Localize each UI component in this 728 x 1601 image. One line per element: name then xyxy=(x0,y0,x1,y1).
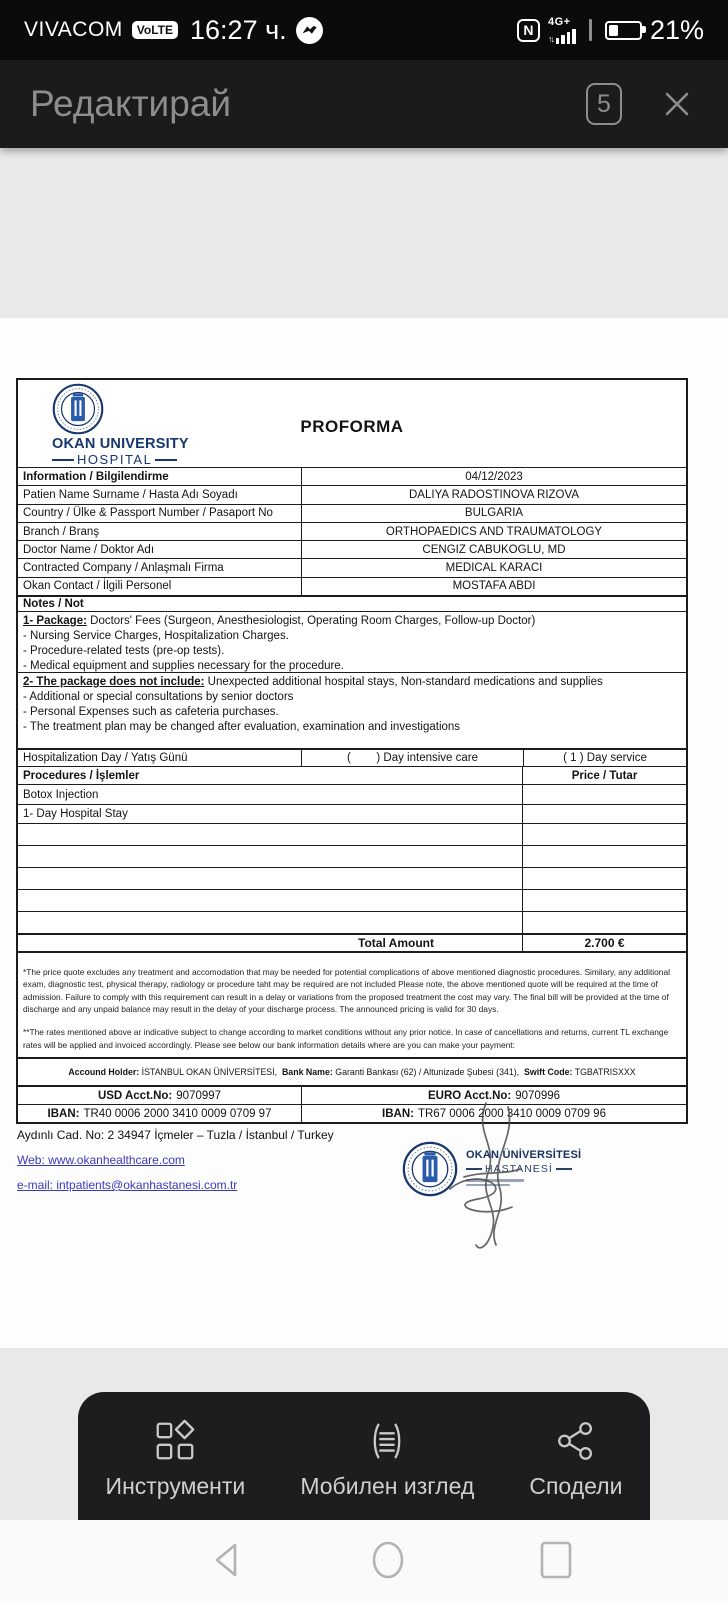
volte-badge: VoLTE xyxy=(132,21,178,39)
nav-home-icon[interactable] xyxy=(370,1538,406,1587)
procedure-name: 1- Day Hospital Stay xyxy=(23,808,128,821)
nfc-icon: N xyxy=(517,19,540,42)
procedure-row xyxy=(18,889,686,911)
fine-print-paragraph: *The price quote excludes any treatment and accomodation that may be needed for potential complications of above mentioned diagnostic procedures. Similary, any additional exam, diagnostic test, physical therapy, radiology or procedure taht may be required are not included Please note, the above mentioned quote will be required at the time of admission. Failure to comply with this requirement can result in a delay or variations from the proposed treatment the cost may vary. The final bill will be provided at the time of discharge and any unpaid balance may result in the delay of your discharge process. The announced pricing is valid for 30 days. xyxy=(23,967,670,1014)
status-time: 16:27 ч. xyxy=(190,14,287,45)
info-label: Patien Name Surname / Hasta Adı Soyadı xyxy=(23,488,238,501)
info-value: ORTHOPAEDICS AND TRAUMATOLOGY xyxy=(301,523,686,540)
bottom-toolbar xyxy=(78,1392,650,1520)
procedure-row xyxy=(18,804,686,823)
account-holder-value: İSTANBUL OKAN ÜNİVERSİTESİ, xyxy=(139,1067,282,1078)
iban-usd-label: IBAN: xyxy=(47,1107,80,1120)
total-label: Total Amount xyxy=(358,936,434,951)
battery-percent: 21% xyxy=(649,14,704,45)
info-value: BULGARIA xyxy=(301,505,686,522)
stamp-line1: OKAN ÜNİVERSİTESİ xyxy=(466,1149,582,1161)
mobile-view-icon xyxy=(364,1418,410,1464)
intensive-care-value: ( ) Day intensive care xyxy=(301,750,523,766)
excludes-lead: 2- The package does not include: xyxy=(23,676,205,689)
iban-usd-value: TR40 0006 2000 3410 0009 0709 97 xyxy=(83,1107,272,1120)
info-value: 04/12/2023 xyxy=(301,468,686,485)
stamp-line2: HASTANESİ xyxy=(466,1163,581,1175)
info-value: CENGIZ CABUKOGLU, MD xyxy=(301,541,686,558)
hospitalization-row xyxy=(18,748,686,766)
procedure-price xyxy=(522,824,686,845)
info-label: Branch / Branş xyxy=(23,525,100,538)
swift-code-value: TGBATRISXXX xyxy=(572,1067,636,1078)
iban-euro-label: IBAN: xyxy=(382,1107,414,1120)
euro-account-value: 9070996 xyxy=(515,1089,561,1102)
tools-label: Инструменти xyxy=(105,1473,246,1499)
fine-print xyxy=(18,951,686,1057)
table-row xyxy=(18,504,686,522)
total-row xyxy=(18,933,686,951)
excludes-lead-rest: Unexpected additional hospital stays, Non-standard medications and supplies xyxy=(204,676,603,689)
iban-row xyxy=(18,1104,686,1122)
day-service-value: ( 1 ) Day service xyxy=(523,750,686,766)
procedure-row xyxy=(18,867,686,889)
brand-name: OKAN UNIVERSITY xyxy=(52,436,189,452)
brand-sub: HOSPITAL xyxy=(52,452,177,467)
network-type-label: 4G+ xyxy=(547,15,571,28)
nav-recents-icon[interactable] xyxy=(538,1538,574,1587)
package-line: - Nursing Service Charges, Hospitalization Charges. xyxy=(23,630,289,643)
messenger-notification-icon xyxy=(296,17,323,44)
document-page xyxy=(0,318,728,1348)
procedure-row xyxy=(18,823,686,845)
web-link[interactable]: Web: www.okanhealthcare.com xyxy=(17,1153,185,1167)
package-lead-rest: Doctors' Fees (Surgeon, Anesthesiologist, Operating Room Charges, Follow-up Doctor) xyxy=(86,615,536,628)
excludes-line: - Personal Expenses such as cafeteria purchases. xyxy=(23,706,279,719)
mobile-view-button[interactable] xyxy=(300,1418,474,1500)
share-label: Сподели xyxy=(529,1473,623,1499)
page-count-button[interactable]: 5 xyxy=(586,83,622,125)
hospitalization-label: Hospitalization Day / Yatış Günü xyxy=(23,752,188,765)
tools-button[interactable] xyxy=(106,1418,246,1500)
package-lead: 1- Package: xyxy=(23,615,87,628)
excludes-line: - Additional or special consultations by senior doctors xyxy=(23,691,294,704)
package-excludes-notes xyxy=(18,672,686,748)
procedure-row xyxy=(18,911,686,933)
page-title: Редактирай xyxy=(30,83,232,124)
nav-back-icon[interactable] xyxy=(206,1538,246,1587)
table-row xyxy=(18,485,686,503)
info-label: Information / Bilgilendirme xyxy=(23,470,169,483)
info-label: Country / Ülke & Passport Number / Pasaport No xyxy=(23,507,273,520)
package-line: - Procedure-related tests (pre-op tests). xyxy=(23,645,225,658)
account-number-row xyxy=(18,1085,686,1104)
procedure-row xyxy=(18,784,686,804)
swift-code-label: Swift Code: xyxy=(524,1067,573,1078)
total-value: 2.700 € xyxy=(522,935,686,951)
procedure-price xyxy=(522,868,686,889)
package-notes xyxy=(18,611,686,672)
battery-icon xyxy=(605,21,642,40)
status-divider xyxy=(589,19,592,41)
mobile-view-label: Мобилен изглед xyxy=(300,1473,475,1499)
share-button[interactable] xyxy=(529,1418,622,1500)
notes-header: Notes / Not xyxy=(18,595,686,611)
info-label: Okan Contact / İlgili Personel xyxy=(23,580,172,593)
proforma-document xyxy=(16,378,688,1124)
android-nav-bar xyxy=(0,1520,728,1601)
usd-account-label: USD Acct.No: xyxy=(97,1089,173,1102)
fine-print-paragraph: **The rates mentioned above ar indicative subject to change according to market conditions without any prior notice. In case of cancellations and returns, current TL exchange rates will be applied and invoiced accordingly. Please see below our bank information details where are you can make your payment: xyxy=(23,1027,669,1050)
status-bar xyxy=(0,0,728,60)
euro-account-label: EURO Acct.No: xyxy=(427,1089,512,1102)
iban-euro-value: TR67 0006 2000 3410 0009 0709 96 xyxy=(417,1107,606,1120)
procedures-header-row xyxy=(18,766,686,784)
info-label: Doctor Name / Doktor Adı xyxy=(23,543,155,556)
share-icon xyxy=(553,1418,599,1464)
procedure-row xyxy=(18,845,686,867)
procedure-price xyxy=(522,846,686,867)
info-value: MEDICAL KARACI xyxy=(301,559,686,576)
document-title: PROFORMA xyxy=(300,417,404,436)
procedure-price xyxy=(522,805,686,823)
table-row xyxy=(18,558,686,576)
email-link[interactable]: e-mail: intpatients@okanhastanesi.com.tr xyxy=(17,1178,238,1192)
price-header: Price / Tutar xyxy=(522,767,686,784)
procedures-header: Procedures / İşlemler xyxy=(23,769,140,782)
document-head-row xyxy=(18,380,686,467)
hospital-address: Aydınlı Cad. No: 2 34947 İçmeler – Tuzla / İstanbul / Turkey xyxy=(17,1128,334,1142)
procedure-price xyxy=(522,785,686,804)
procedure-price xyxy=(522,890,686,911)
bank-name-value: Garanti Bankası (62) / Altunizade Şubesi (341), xyxy=(332,1067,525,1078)
table-row xyxy=(18,577,686,595)
info-value: DALIYA RADOSTINOVA RIZOVA xyxy=(301,486,686,503)
bank-name-label: Bank Name: xyxy=(281,1067,333,1078)
procedure-name: Botox Injection xyxy=(23,788,99,801)
table-row xyxy=(18,540,686,558)
info-value: MOSTAFA ABDI xyxy=(301,578,686,595)
tools-icon xyxy=(152,1418,198,1464)
close-icon[interactable] xyxy=(660,87,694,121)
info-label: Contracted Company / Anlaşmalı Firma xyxy=(23,562,224,575)
carrier-label: VIVACOM xyxy=(24,18,123,41)
bank-account-line xyxy=(18,1057,686,1085)
procedure-price xyxy=(522,912,686,933)
table-row xyxy=(18,522,686,540)
app-header xyxy=(0,60,728,148)
excludes-line: - The treatment plan may be changed after evaluation, examination and investigations xyxy=(23,721,461,734)
table-row xyxy=(18,467,686,485)
package-line: - Medical equipment and supplies necessary for the procedure. xyxy=(23,660,344,673)
account-holder-label: Accound Holder: xyxy=(68,1067,140,1078)
usd-account-value: 9070997 xyxy=(176,1089,222,1102)
hospital-stamp xyxy=(396,1111,582,1251)
signature-scribble xyxy=(424,1097,544,1257)
signal-icon: 4G+ ↑↓ xyxy=(548,17,576,44)
